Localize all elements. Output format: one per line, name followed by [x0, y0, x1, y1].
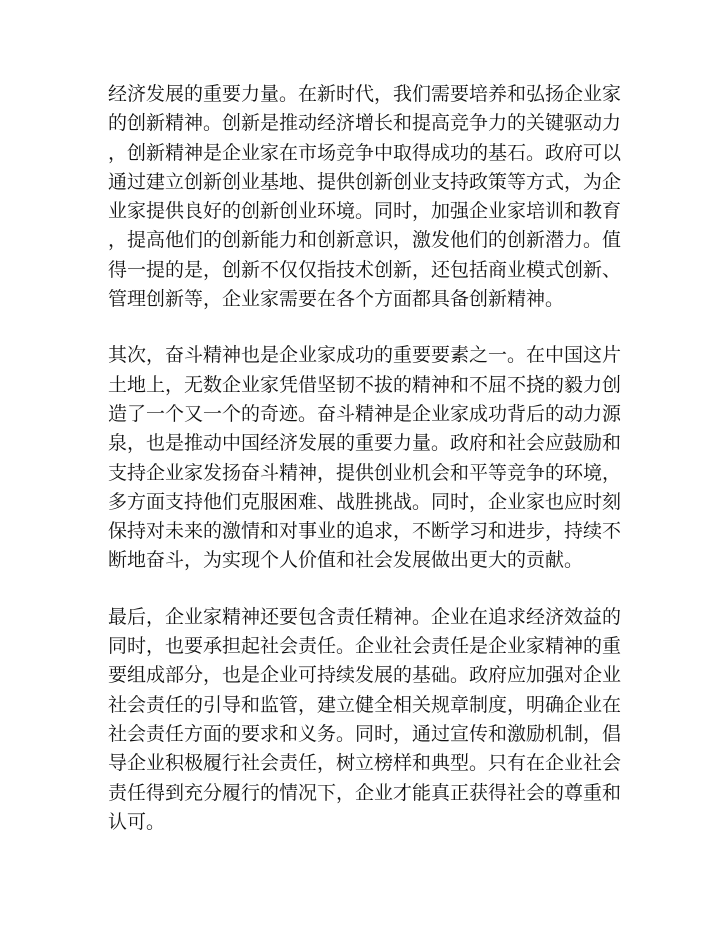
- text-line: 多方面支持他们克服困难、战胜挑战。同时，企业家也应时刻: [108, 490, 622, 513]
- text-line: ，创新精神是企业家在市场竞争中取得成功的基石。政府可以: [108, 141, 622, 164]
- paragraph-2: [108, 341, 620, 575]
- text-line: 土地上，无数企业家凭借坚韧不拔的精神和不屈不挠的毅力创: [108, 373, 622, 396]
- text-line: 要组成部分，也是企业可持续发展的基础。政府应加强对企业: [108, 664, 622, 687]
- text-line: 支持企业家发扬奋斗精神，提供创业机会和平等竞争的环境，: [108, 461, 622, 484]
- text-line: 社会责任的引导和监管，建立健全相关规章制度，明确企业在: [108, 693, 622, 716]
- text-line: 社会责任方面的要求和义务。同时，通过宣传和激励机制，倡: [108, 722, 622, 745]
- text-line: 得一提的是，创新不仅仅指技术创新，还包括商业模式创新、: [108, 258, 622, 281]
- text-line: 责任得到充分履行的情况下，企业才能真正获得社会的尊重和: [108, 781, 622, 804]
- paragraph-1: [108, 80, 620, 314]
- text-line: ，提高他们的创新能力和创新意识，激发他们的创新潜力。值: [108, 229, 622, 252]
- text-line: 管理创新等，企业家需要在各个方面都具备创新精神。: [108, 288, 565, 311]
- text-line: 造了一个又一个的奇迹。奋斗精神是企业家成功背后的动力源: [108, 402, 622, 425]
- text-line: 认可。: [108, 810, 166, 833]
- text-line: 最后，企业家精神还要包含责任精神。企业在追求经济效益的: [108, 605, 622, 628]
- text-line: 业家提供良好的创新创业环境。同时，加强企业家培训和教育: [108, 200, 622, 223]
- text-line: 泉，也是推动中国经济发展的重要力量。政府和社会应鼓励和: [108, 432, 622, 455]
- text-line: 其次，奋斗精神也是企业家成功的重要要素之一。在中国这片: [108, 344, 622, 367]
- text-line: 同时，也要承担起社会责任。企业社会责任是企业家精神的重: [108, 635, 622, 658]
- text-line: 断地奋斗，为实现个人价值和社会发展做出更大的贡献。: [108, 549, 584, 572]
- text-line: 经济发展的重要力量。在新时代，我们需要培养和弘扬企业家: [108, 83, 622, 105]
- text-line: 的创新精神。创新是推动经济增长和提高竞争力的关键驱动力: [108, 112, 622, 135]
- text-line: 保持对未来的激情和对事业的追求，不断学习和进步，持续不: [108, 520, 622, 543]
- paragraph-3: [108, 603, 620, 837]
- document-body: [108, 80, 620, 837]
- text-line: 导企业积极履行社会责任，树立榜样和典型。只有在企业社会: [108, 752, 622, 775]
- text-line: 通过建立创新创业基地、提供创新创业支持政策等方式，为企: [108, 170, 622, 193]
